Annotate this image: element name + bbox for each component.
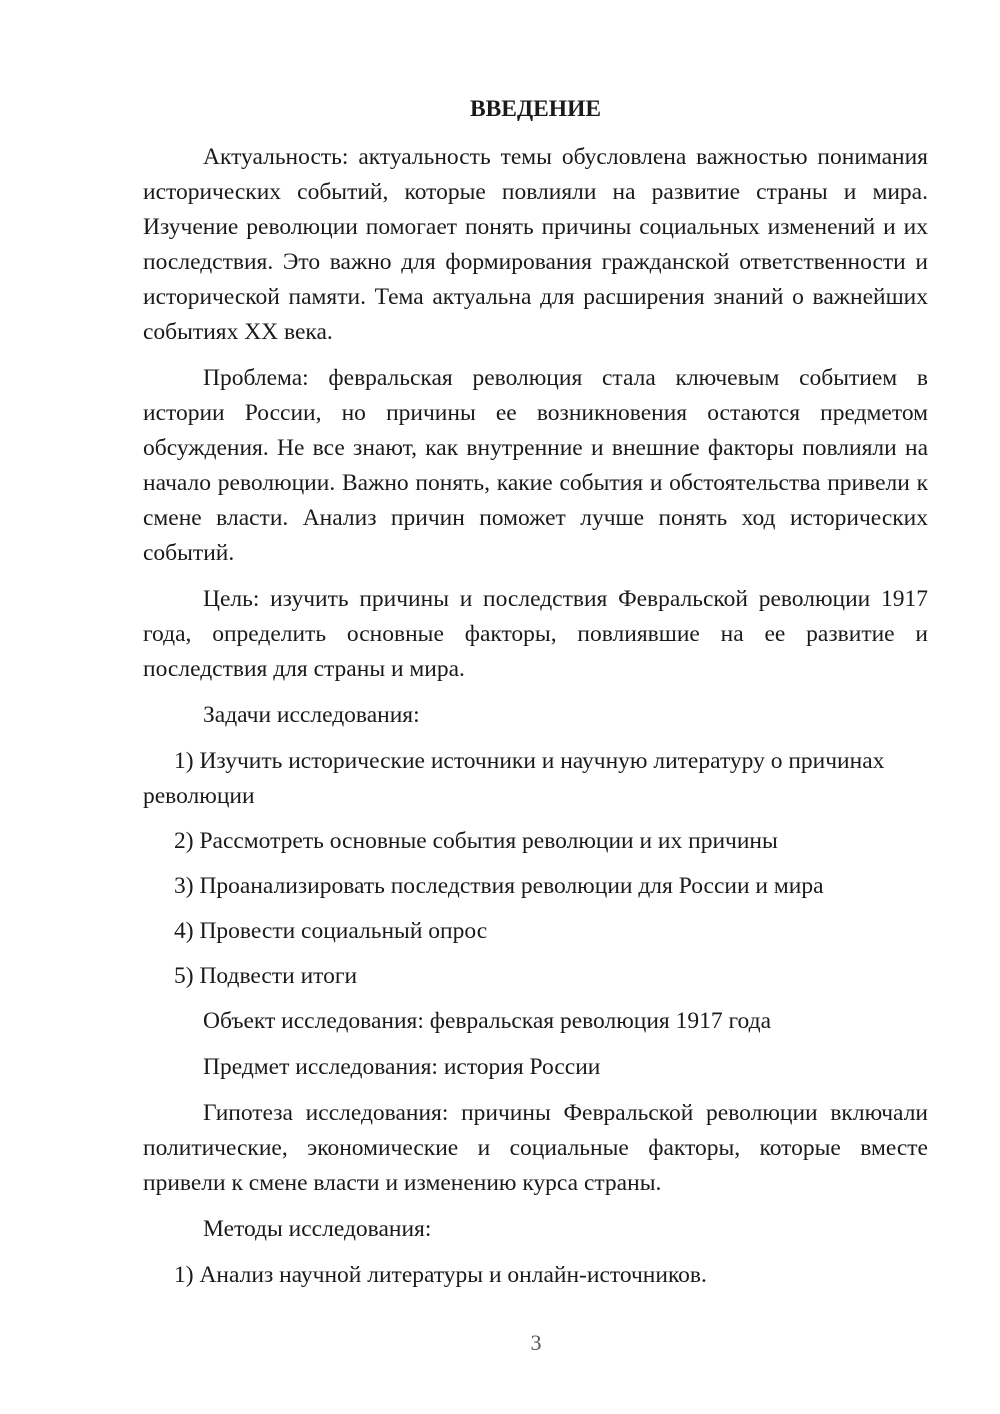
- task-item-4: 4) Провести социальный опрос: [174, 918, 488, 944]
- relevance-paragraph: Актуальность: актуальность темы обусловлена важностью понимания исторических событий, которые повлияли на развитие страны и мира. Изучение революции помогает понять причины социальных изменений и их последствия. Это важно для формирования гражданской ответственности и исторической памяти. Тема актуальна для расширения знаний о важнейших событиях XX века.: [143, 144, 928, 345]
- methods-heading: Методы исследования:: [203, 1216, 432, 1242]
- problem-paragraph: Проблема: февральская революция стала ключевым событием в истории России, но причины ее возникновения остаются предметом обсуждения. Не все знают, как внутренние и внешние факторы повлияли на начало революции. Важно понять, какие события и обстоятельства привели к смене власти. Анализ причин поможет лучше понять ход исторических событий.: [143, 365, 928, 566]
- page-number: 3: [530, 1330, 542, 1355]
- goal-paragraph: Цель: изучить причины и последствия Февральской революции 1917 года, определить основные факторы, повлиявшие на ее развитие и последствия для страны и мира.: [143, 586, 928, 682]
- page-title: ВВЕДЕНИЕ: [469, 96, 602, 122]
- research-object: Объект исследования: февральская революция 1917 года: [203, 1008, 772, 1034]
- task-item-2: 2) Рассмотреть основные события революции и их причины: [174, 828, 778, 854]
- task-item-1: 1) Изучить исторические источники и научную литературу о причинах революции: [143, 748, 885, 809]
- hypothesis-paragraph: Гипотеза исследования: причины Февральской революции включали политические, экономические и социальные факторы, которые вместе привели к смене власти и изменению курса страны.: [143, 1100, 928, 1196]
- tasks-heading: Задачи исследования:: [203, 702, 420, 728]
- document-page: [143, 92, 928, 1303]
- method-item-1: 1) Анализ научной литературы и онлайн-источников.: [174, 1262, 707, 1288]
- task-item-5: 5) Подвести итоги: [174, 963, 358, 989]
- research-subject: Предмет исследования: история России: [203, 1054, 601, 1080]
- task-item-3: 3) Проанализировать последствия революции для России и мира: [174, 873, 824, 899]
